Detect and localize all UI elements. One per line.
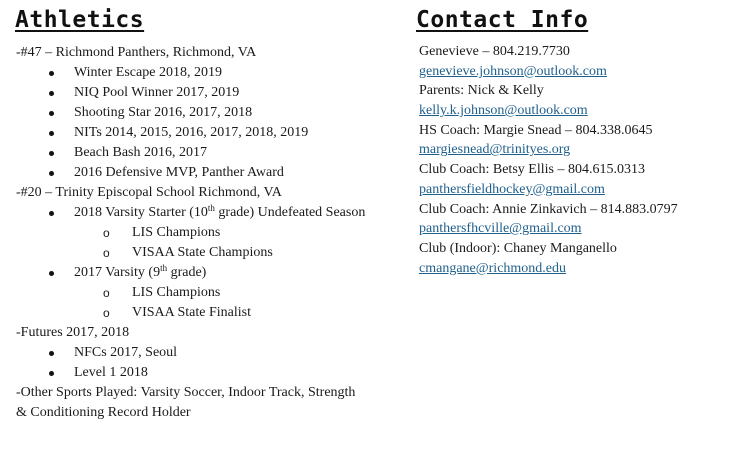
email-link-hs-coach[interactable]: margiesnead@trinityes.org xyxy=(419,142,571,158)
list-item: Shooting Star 2016, 2017, 2018 xyxy=(16,103,406,123)
team-futures: -Futures 2017, 2018 xyxy=(16,325,130,340)
list-item: NIQ Pool Winner 2017, 2019 xyxy=(16,83,406,103)
sub-item-text: LIS Champions xyxy=(132,225,221,240)
sub-list-item xyxy=(16,223,406,243)
list-item-varsity-2018 xyxy=(16,203,406,223)
other-sports-line: -Other Sports Played: Varsity Soccer, Indoor Track, Strength xyxy=(16,385,356,400)
list-item: 2016 Defensive MVP, Panther Award xyxy=(16,163,406,183)
sub-item-text: LIS Champions xyxy=(132,285,221,300)
sub-item-text: VISAA State Finalist xyxy=(132,305,252,320)
sub-list-item xyxy=(16,283,406,303)
email-link-kelly[interactable]: kelly.k.johnson@outlook.com xyxy=(419,103,588,119)
sub-list-item xyxy=(16,303,406,323)
circle-bullet-icon: o xyxy=(103,286,110,300)
team-richmond-panthers: -#47 – Richmond Panthers, Richmond, VA xyxy=(16,45,257,60)
list-item: Winter Escape 2018, 2019 xyxy=(16,63,406,83)
circle-bullet-icon: o xyxy=(103,226,110,240)
contact-info-heading: Contact Info xyxy=(416,7,589,33)
email-link-panthers-fh-cville[interactable]: panthersfhcville@gmail.com xyxy=(419,221,582,237)
email-link-panthers-field-hockey[interactable]: panthersfieldhockey@gmail.com xyxy=(419,181,605,197)
contact-parents: Parents: Nick & Kelly xyxy=(419,83,544,99)
circle-bullet-icon: o xyxy=(103,246,110,260)
contact-hs-coach: HS Coach: Margie Snead – 804.338.0645 xyxy=(419,122,653,138)
ordinal-suffix: th xyxy=(207,203,215,213)
list-item: Beach Bash 2016, 2017 xyxy=(16,143,406,163)
sub-list-item xyxy=(16,243,406,263)
email-link-indoor-coach[interactable]: cmangane@richmond.edu xyxy=(419,260,567,276)
contact-info-list xyxy=(419,42,729,278)
varsity-2017-text: 2017 Varsity (9 xyxy=(74,265,161,280)
email-link-genevieve[interactable]: genevieve.johnson@outlook.com xyxy=(419,63,607,79)
list-item: Level 1 2018 xyxy=(16,363,406,383)
athletics-heading: Athletics xyxy=(15,7,145,33)
sub-item-text: VISAA State Champions xyxy=(132,245,273,260)
varsity-2017-text-end: grade) xyxy=(167,265,207,280)
varsity-2018-text: 2018 Varsity Starter (10 xyxy=(74,205,208,220)
circle-bullet-icon: o xyxy=(103,306,110,320)
ordinal-suffix: th xyxy=(160,263,168,273)
list-item-varsity-2017 xyxy=(16,263,406,283)
contact-genevieve-phone: Genevieve – 804.219.7730 xyxy=(419,44,570,59)
contact-club-coach-zinkavich: Club Coach: Annie Zinkavich – 814.883.0797 xyxy=(419,201,678,217)
team-trinity-episcopal: -#20 – Trinity Episcopal School Richmond, VA xyxy=(16,185,282,200)
contact-club-coach-ellis: Club Coach: Betsy Ellis – 804.615.0313 xyxy=(419,162,645,178)
athletics-list xyxy=(16,43,406,423)
varsity-2018-text-end: grade) Undefeated Season xyxy=(214,205,366,220)
list-item: NFCs 2017, Seoul xyxy=(16,343,406,363)
list-item: NITs 2014, 2015, 2016, 2017, 2018, 2019 xyxy=(16,123,406,143)
other-sports-line-continued: & Conditioning Record Holder xyxy=(16,405,191,420)
contact-club-indoor: Club (Indoor): Chaney Manganello xyxy=(419,240,617,256)
